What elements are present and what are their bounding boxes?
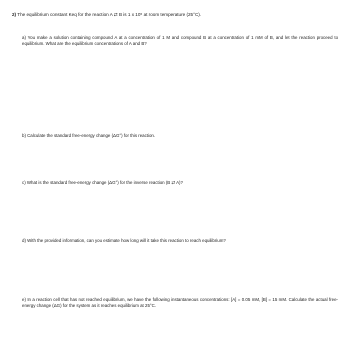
question-c-text: What is the standard free-energy change (ΔG°) for the inverse reaction (B ⇄ A)? [26,180,183,185]
question-b-label: b) [22,133,26,138]
question-a-text: You make a solution containing compound A at a concentration of 1 M and compound B at a concentration of 1 mM of B, and let the reaction proceed to equilibrium. What are the equilibrium concentrations of A and B? [22,35,339,46]
question-a-label: a) [22,35,26,40]
problem-statement [12,12,342,18]
question-d [22,238,338,244]
question-d-text: With the provided information, can you estimate how long will it take this reaction to reach equilibrium? [27,238,226,243]
question-e-text: In a reaction cell that has not reached equilibrium, we have the following instantaneous concentrations: [A] = 0.05 mM, [B] = 15 mM. Calculate the actual free-energy change (ΔG) for the system as it reaches equilibrium at 25°C. [22,297,338,308]
question-e-label: e) [22,297,26,302]
question-c-label: c) [22,180,26,185]
question-d-label: d) [22,238,26,243]
question-c [22,180,338,186]
problem-text: The equilibrium constant Keq for the reaction A ⇄ B is 1 x 10⁵ at room temperature (25°C). [17,12,202,17]
question-e [22,297,338,308]
question-b-text: Calculate the standard free-energy change (ΔG°) for this reaction. [27,133,156,138]
problem-number: 2) [12,12,17,17]
question-a [22,35,338,46]
question-b [22,133,338,139]
